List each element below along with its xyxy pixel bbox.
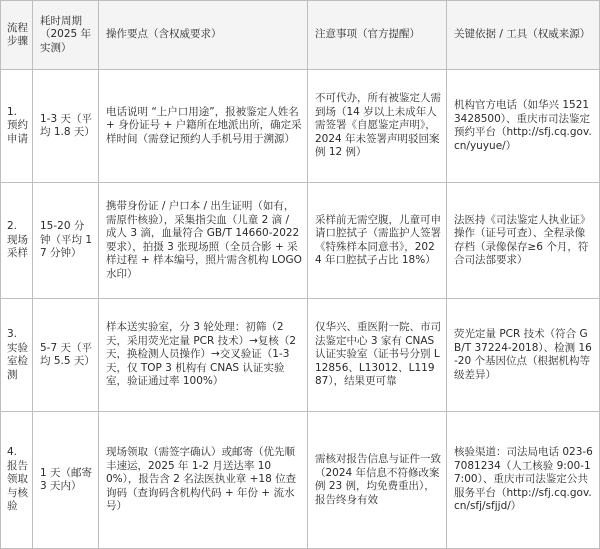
step-cell: 3. 实验室检测 [1,299,33,412]
header-time: 耗时周期（2025 年实测） [33,1,99,70]
table-row [1,183,600,299]
table-row [1,412,600,549]
header-notes: 注意事项（官方提醒） [308,1,447,70]
operations-cell: 现场领取（需签字确认）或邮寄（优先顺丰速运，2025 年 1-2 月送达率 100%），报告含 2 名法医执业章 +18 位查询码（查询码含机构代码 + 年份 + 流水号） [99,412,308,549]
references-cell: 荧光定量 PCR 技术（符合 GB/T 37224-2018）、检测 16-20 个基因位点（根据机构等级差异） [447,299,600,412]
operations-cell: 样本送实验室，分 3 轮处理：初筛（2 天，采用荧光定量 PCR 技术）→复核（2 天，换检测人员操作）→交叉验证（1-3 天，仅 TOP 3 机构有 CNAS 认证实验室，验证通过率 100%） [99,299,308,412]
notes-cell: 需核对报告信息与证件一致（2024 年信息不符修改案例 23 例，均免费重出），报告终身有效 [308,412,447,549]
notes-cell: 仅华兴、重医附一院、市司法鉴定中心 3 家有 CNAS 认证实验室（证书号分别 L12856、L13012、L11987），结果更可靠 [308,299,447,412]
header-step: 流程步骤 [1,1,33,70]
references-cell: 法医持《司法鉴定人执业证》操作（证号可查）、全程录像存档（录像保存≥6 个月，符合司法部要求） [447,183,600,299]
step-cell: 2. 现场采样 [1,183,33,299]
table-row [1,299,600,412]
time-cell: 1 天（邮寄 3 天内） [33,412,99,549]
header-operations: 操作要点（含权威要求） [99,1,308,70]
time-cell: 1-3 天（平均 1.8 天） [33,70,99,183]
notes-cell: 不可代办，所有被鉴定人需到场（14 岁以上未成年人需签署《自愿鉴定声明》，2024 年未签署声明驳回案例 12 例） [308,70,447,183]
step-cell: 4. 报告领取与核验 [1,412,33,549]
time-cell: 5-7 天（平均 5.5 天） [33,299,99,412]
header-references: 关键依据 / 工具（权威来源） [447,1,600,70]
operations-cell: 电话说明 “上户口用途”，报被鉴定人姓名 + 身份证号 + 户籍所在地派出所，确定采样时间（需登记预约人手机号用于溯源） [99,70,308,183]
operations-cell: 携带身份证 / 户口本 / 出生证明（如有，需原件核验），采集指尖血（儿童 2 滴 / 成人 3 滴，血量符合 GB/T 14660-2022 要求），拍摄 3 张现场照（全员合影 + 采样过程 + 样本编号，照片需含机构 LOGO 水印） [99,183,308,299]
references-cell: 核验渠道：司法局电话 023-67081234（人工核验 9:00-17:00）、重庆市司法鉴定公共服务平台（http://sfj.cq.gov.cn/sfj/sfjjd/） [447,412,600,549]
table-row [1,70,600,183]
time-cell: 15-20 分钟（平均 17 分钟） [33,183,99,299]
table-header-row [1,1,600,70]
references-cell: 机构官方电话（如华兴 15213428500）、重庆市司法鉴定预约平台（http://sfj.cq.gov.cn/yuyue/） [447,70,600,183]
notes-cell: 采样前无需空腹，儿童可申请口腔拭子（需监护人签署《特殊样本同意书》，2024 年口腔拭子占比 18%） [308,183,447,299]
step-cell: 1. 预约申请 [1,70,33,183]
